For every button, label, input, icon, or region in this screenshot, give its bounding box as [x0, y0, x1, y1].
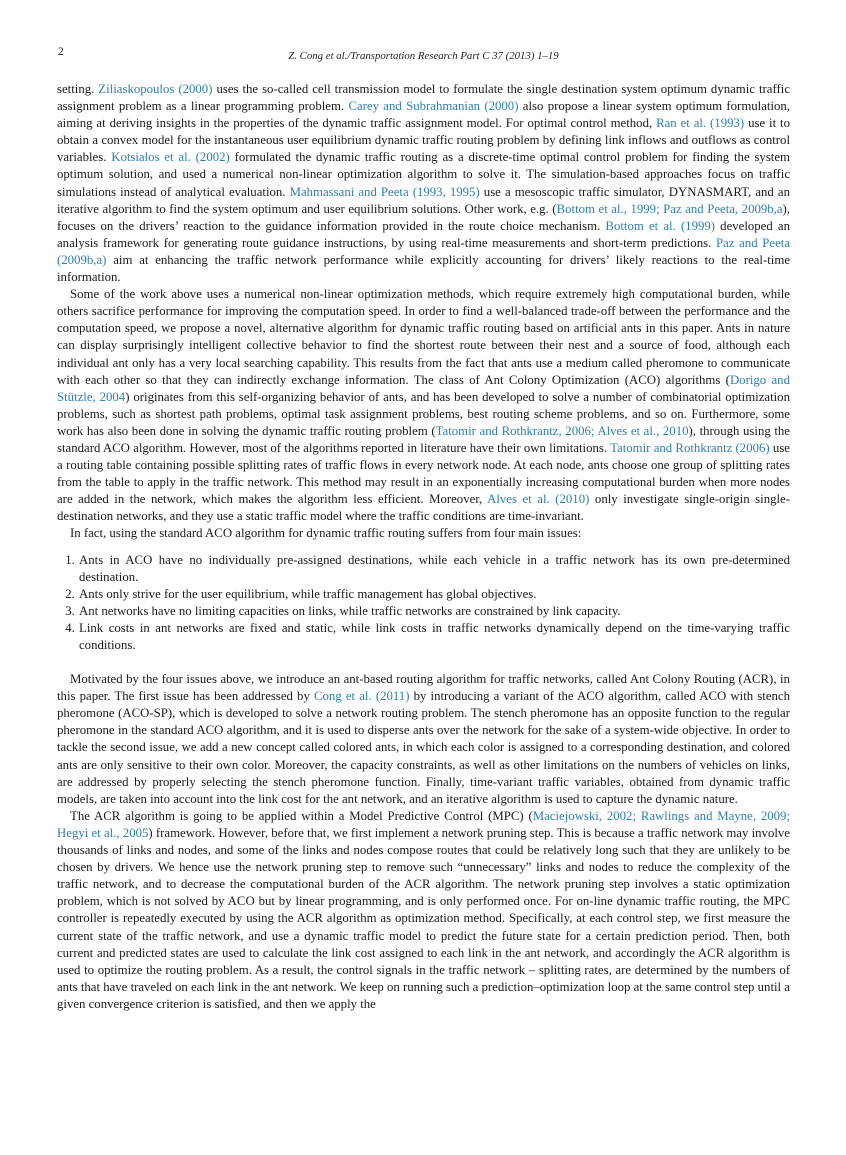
- citation-link[interactable]: Ran et al. (1993): [656, 116, 745, 131]
- paragraph-mpc-framework: The ACR algorithm is going to be applied within a Model Predictive Control (MPC) (Maciejowski, 2002; Rawlings and Mayne, 2009; Hegyi et al., 2005) framework. However, before that, we first implement a network pruning step. This is because a traffic network may involve thousands of links and nodes, and some of the links and nodes compose routes that could be relatively long such that they are unlikely to be chosen by drivers. We hence use the network pruning step to remove such “unnecessary” links and nodes to reduce the complexity of the traffic network, and to decrease the computational burden of the ACR algorithm. The network pruning step involves a static optimization problem, which is not solved by ACO but by linear programming, and is only performed once. For on-line dynamic traffic routing, the MPC controller is repeatedly executed by using the ACR algorithm as optimization method. Specifically, at each control step, we first measure the current state of the traffic network, and use a dynamic traffic model to predict the future state for a certain prediction period. Then, both current and predicted states are used to calculate the link cost assigned to each link in the ant network, and accordingly the ACR algorithm is used to optimize the routing problem. As a result, the control signals in the traffic network – splitting rates, are determined by the numbers of ants that have traveled on each link in the ant network. We keep on running such a prediction–optimization loop at the same control step until a given convergence criterion is satisfied, and then we apply the: [57, 808, 790, 1011]
- issue-item-2: 2. Ants only strive for the user equilibrium, while traffic management has global objectives.: [78, 586, 790, 603]
- citation-link[interactable]: Bottom et al., 1999; Paz and Peeta, 2009b,a: [556, 201, 783, 216]
- issue-item-1: 1. Ants in ACO have no individually pre-assigned destinations, while each vehicle in a traffic network has its own pre-determined destination.: [78, 552, 790, 586]
- citation-link[interactable]: Bottom et al. (1999): [605, 218, 716, 233]
- paragraph-motivation: Some of the work above uses a numerical non-linear optimization methods, which require extremely high computational burden, while others sacrifice performance for improving the computation speed. In order to find a well-balanced trade-off between the performance and the computation speed, we propose a novel, alternative algorithm for dynamic traffic routing based on artificial ants in this paper. Ants in nature can display surprisingly intelligent collective behavior to find the shortest route between their nest and a source of food, although each individual ant only has a very local searching capability. This results from the fact that ants use a medium called pheromone to communicate with each other so that they can indirectly exchange information. The class of Ant Colony Optimization (ACO) algorithms (Dorigo and Stützle, 2004) originates from this self-organizing behavior of ants, and has been developed to solve a number of combinatorial optimization problems, such as shortest path problems, optimal task assignment problems, best routing scheme problems, and so on. Furthermore, some work has also been done in solving the dynamic traffic routing problem (Tatomir and Rothkrantz, 2006; Alves et al., 2010), through using the standard ACO algorithm. However, most of the algorithms reported in literature have their own limitations. Tatomir and Rothkrantz (2006) use a routing table containing possible splitting rates of traffic flows in every network node. At each node, ants choose one group of splitting rates from the table to apply in the traffic network. This method may result in an exponentially increasing computational burden when more nodes are added in the network, which makes the algorithm less efficient. Moreover, Alves et al. (2010) only investigate single-origin single-destination networks, and they use a static traffic model where the traffic conditions are time-invariant.: [57, 287, 790, 524]
- running-head: [57, 46, 790, 60]
- citation-link[interactable]: Mahmassani and Peeta (1993, 1995): [289, 184, 480, 199]
- citation-link[interactable]: Maciejowski, 2002; Rawlings and Mayne, 2009; Hegyi et al., 2005: [57, 808, 790, 840]
- citation-link[interactable]: Paz and Peeta (2009b,a): [57, 235, 790, 267]
- citation-link[interactable]: Carey and Subrahmanian (2000): [348, 99, 519, 114]
- page-number: 2: [58, 46, 64, 58]
- article-body: [57, 81, 790, 1013]
- issue-item-3: 3. Ant networks have no limiting capacities on links, while traffic networks are constrained by link capacity.: [78, 603, 790, 620]
- citation-link[interactable]: Kotsialos et al. (2002): [111, 150, 230, 165]
- issue-item-4: 4. Link costs in ant networks are fixed and static, while link costs in traffic networks dynamically depend on the time-varying traffic conditions.: [78, 620, 790, 654]
- citation-link[interactable]: Cong et al. (2011): [314, 689, 410, 704]
- citation-link[interactable]: Ziliaskopoulos (2000): [98, 82, 213, 96]
- paragraph-issues-intro: In fact, using the standard ACO algorithm for dynamic traffic routing suffers from four main issues:: [70, 526, 582, 541]
- paragraph-literature-review: setting. Ziliaskopoulos (2000) uses the so-called cell transmission model to formulate the single destination system optimum dynamic traffic assignment problem as a linear programming problem. Carey and Subrahmanian (2000) also propose a linear system optimum formulation, aiming at deriving insights in the properties of the dynamic traffic assignment model. For optimal control method, Ran et al. (1993) use it to obtain a convex model for the instantaneous user equilibrium dynamic traffic routing problem by defining link inflows and outflows as control variables. Kotsialos et al. (2002) formulated the dynamic traffic routing as a discrete-time optimal control problem for finding the system optimum solution, and used a numerical non-linear optimization algorithm to solve it. The simulation-based approaches focus on traffic simulations instead of analytical evaluation. Mahmassani and Peeta (1993, 1995) use a mesoscopic traffic simulator, DYNASMART, and an iterative algorithm to find the system optimum and user equilibrium solutions. Other work, e.g. (Bottom et al., 1999; Paz and Peeta, 2009b,a), focuses on the drivers’ reaction to the guidance information provided in the route choice mechanism. Bottom et al. (1999) developed an analysis framework for generating route guidance instructions, by using real-time measurements and short-term predictions. Paz and Peeta (2009b,a) aim at enhancing the traffic network performance while explicitly accounting for drivers’ likely reactions to the real-time information.: [57, 82, 791, 285]
- citation-link[interactable]: Dorigo and Stützle, 2004: [57, 372, 790, 404]
- citation-link[interactable]: Tatomir and Rothkrantz (2006): [610, 440, 770, 455]
- issues-list: [57, 552, 790, 655]
- running-head-title: Z. Cong et al./Transportation Research Part C 37 (2013) 1–19: [288, 50, 559, 62]
- citation-link[interactable]: Tatomir and Rothkrantz, 2006; Alves et al., 2010: [435, 423, 689, 438]
- paragraph-acr-introduction: Motivated by the four issues above, we introduce an ant-based routing algorithm for traffic networks, called Ant Colony Routing (ACR), in this paper. The first issue has been addressed by Cong et al. (2011) by introducing a variant of the ACO algorithm, called ACO with stench pheromone (ACO-SP), which is developed to solve a network routing problem. The stench pheromone has an opposite function to the regular pheromone in the standard ACO algorithm, and it is used to disperse ants over the network for the sake of a system-wide objective. In order to tackle the second issue, we add a new concept called colored ants, in which each color is assigned to a corresponding destination, and colored ants are only sensitive to their own color. Moreover, the capacity constraints, as well as other limitations on the numbers of vehicles on links, are addressed by properly selecting the stench pheromone function. Finally, time-variant traffic variables, obtained from dynamic traffic models, are taken into account into the link cost for the ant network, and an iterative algorithm is used to capture the dynamic nature.: [57, 672, 791, 806]
- citation-link[interactable]: Alves et al. (2010): [487, 492, 590, 507]
